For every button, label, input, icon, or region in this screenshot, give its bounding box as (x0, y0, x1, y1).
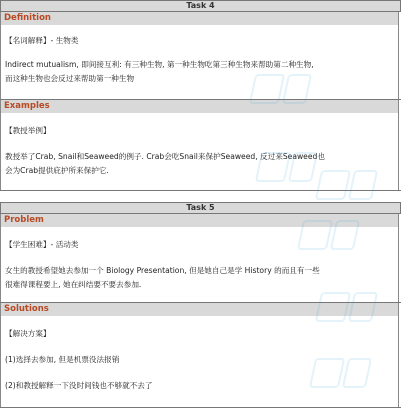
watermark-logo (258, 150, 320, 184)
solutions-heading: Solutions (0, 303, 399, 316)
watermark-logo (252, 72, 314, 106)
watermark-logo (318, 168, 380, 202)
problem-tag: 【学生困难】- 活动类 (5, 240, 79, 249)
solution-item-1: (1)选择去参加, 但是机票没法报销 (5, 355, 120, 364)
watermark-logo (318, 290, 380, 324)
problem-line-2: 很难得课程要上, 她在纠结要不要去参加. (5, 280, 142, 289)
problem-line-1: 女生的教授希望她去参加一个 Biology Presentation, 但是她自己是学 History 的而且有一些 (5, 266, 320, 275)
divider (0, 407, 401, 408)
definition-tag: 【名词解释】- 生物类 (5, 36, 79, 45)
examples-heading: Examples (0, 100, 399, 113)
definition-line-2: 而这种生物也会反过来帮助第一种生物 (5, 74, 135, 83)
problem-heading: Problem (0, 214, 399, 227)
definition-body (0, 25, 399, 99)
watermark-logo (312, 356, 374, 390)
examples-line-1: 教授举了Crab, Snail和Seaweed的例子. Crab会吃Snail来保护Seaweed, 反过来Seaweed也 (5, 152, 325, 161)
solutions-tag: 【解决方案】 (5, 329, 51, 338)
examples-line-2: 会为Crab提供庇护所来保护它. (5, 166, 109, 175)
examples-tag: 【教授举例】 (5, 126, 51, 135)
task5-header: Task 5 (0, 202, 401, 214)
definition-heading: Definition (0, 12, 399, 25)
solution-item-2: (2)和教授解释一下没时间钱也不够就不去了 (5, 381, 153, 390)
task4-header: Task 4 (0, 0, 401, 12)
watermark-logo (300, 218, 362, 252)
definition-line-1: Indirect mutualism, 即间接互利: 有三种生物, 第一种生物吃第三种生物来帮助第二种生物, (5, 60, 314, 69)
